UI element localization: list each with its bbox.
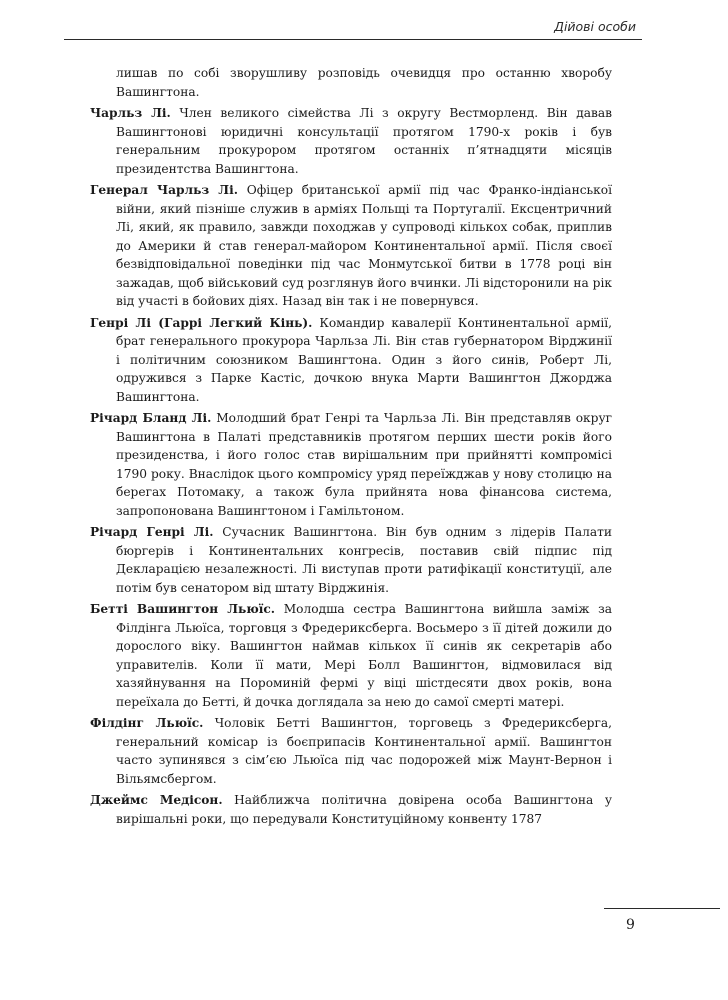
entry-name: Річард Бланд Лі. <box>90 411 212 425</box>
entry-text: лишав по собі зворушливу розповідь очевидця про останню хворобу Вашингтона. <box>116 66 612 99</box>
entry-betty-washington-lewis <box>90 600 612 711</box>
entry-text: Командир кавалерії Континентальної армії, брат генерального прокурора Чарльза Лі. Він став губернатором Вірджинії і політичним союзником Вашингтона. Один з його синів, Роберт Лі, одружився з Парке Кастіс, дочкою внука Марти Вашингтон Джорджа Вашингтона. <box>116 315 613 404</box>
entry-name: Річард Генрі Лі. <box>90 525 214 539</box>
entry-general-charles-lee <box>90 181 612 311</box>
body-text <box>90 64 612 831</box>
entry-name: Бетті Вашингтон Льюїс. <box>90 602 276 616</box>
entry-text: Найближча політична довірена особа Вашингтона у вирішальні роки, що передували Конституційному конвенту 1787 <box>116 793 612 826</box>
entry-text: Молодший брат Генрі та Чарльза Лі. Він представляв округ Вашингтона в Палаті представників протягом перших шести років його президенства, і його голос став вирішальним при прийнятті компромісі 1790 року. Внаслідок цього компромісу уряд переїжджав у нову столицю на берегах Потомаку, а також була прийнята нова фінансова система, запропонована Вашингтоном і Гамільтоном. <box>116 411 613 518</box>
running-header <box>64 14 642 40</box>
entry-fielding-lewis <box>90 714 612 788</box>
entry-continuation <box>90 64 612 101</box>
page-number: 9 <box>626 917 635 933</box>
entry-name: Чарльз Лі. <box>90 106 171 120</box>
entry-text: Чоловік Бетті Вашингтон, торговець з Фредериксберга, генеральний комісар із боєприпасів Континентальної армії. Вашингтон часто зупинявся з сім’єю Льюїса під час подорожей між Маунт-Вернон і Вільямсбергом. <box>116 716 612 786</box>
entry-text: Молодша сестра Вашингтона вийшла заміж за Філдінга Льюїса, торговця з Фредериксберга. Восьмеро з її дітей дожили до дорослого віку. Вашингтон наймав кількох її синів як секретарів або управителів. Коли її мати, Мері Болл Вашингтон, відмовилася від хазяйнування на Пороминій фермі у віці шістдесяти двох років, вона переїхала до Бетті, й дочка доглядала за нею до самої смерті матері. <box>116 602 612 709</box>
entry-henry-lee <box>90 314 612 407</box>
entry-name: Філдінг Льюїс. <box>90 716 204 730</box>
entry-name: Генрі Лі (Гаррі Легкий Кінь). <box>90 315 313 330</box>
footer-rule <box>604 908 720 909</box>
entry-text: Сучасник Вашингтона. Він був одним з лідерів Палати бюргерів і Континентальних конгресів, поставив свій підпис під Декларацією незалежності. Лі виступав проти ратифікації конституції, але потім був сенатором від штату Вірджинія. <box>116 525 613 595</box>
entry-name: Джеймс Медісон. <box>90 793 223 807</box>
entry-name: Генерал Чарльз Лі. <box>90 183 238 197</box>
entry-text: Член великого сімейства Лі з округу Вестморленд. Він давав Вашингтонові юридичні консультації протягом 1790-х років і був генеральним прокурором протягом останніх п’ятнадцяти місяців президентства Вашингтона. <box>116 106 612 176</box>
entry-richard-bland-lee <box>90 409 612 520</box>
entry-text: Офіцер британської армії під час Франко-індіанської війни, який пізніше служив в арміях Польщі та Португалії. Ексцентричний Лі, який, як правило, завжди походжав у супроводі кількох собак, приплив до Америки й став генерал-майором Континентальної армії. Після своєї безвідповідальної поведінки під час Монмутської битви в 1778 році він зажадав, щоб військовий суд розглянув його вчинки. Лі відсторонили на рік від участі в бойових діях. Назад він так і не повернувся. <box>116 183 613 308</box>
entry-james-madison <box>90 791 612 828</box>
entry-richard-henry-lee <box>90 523 612 597</box>
entry-charles-lee <box>90 104 612 178</box>
running-title: Дійові особи <box>554 19 636 34</box>
